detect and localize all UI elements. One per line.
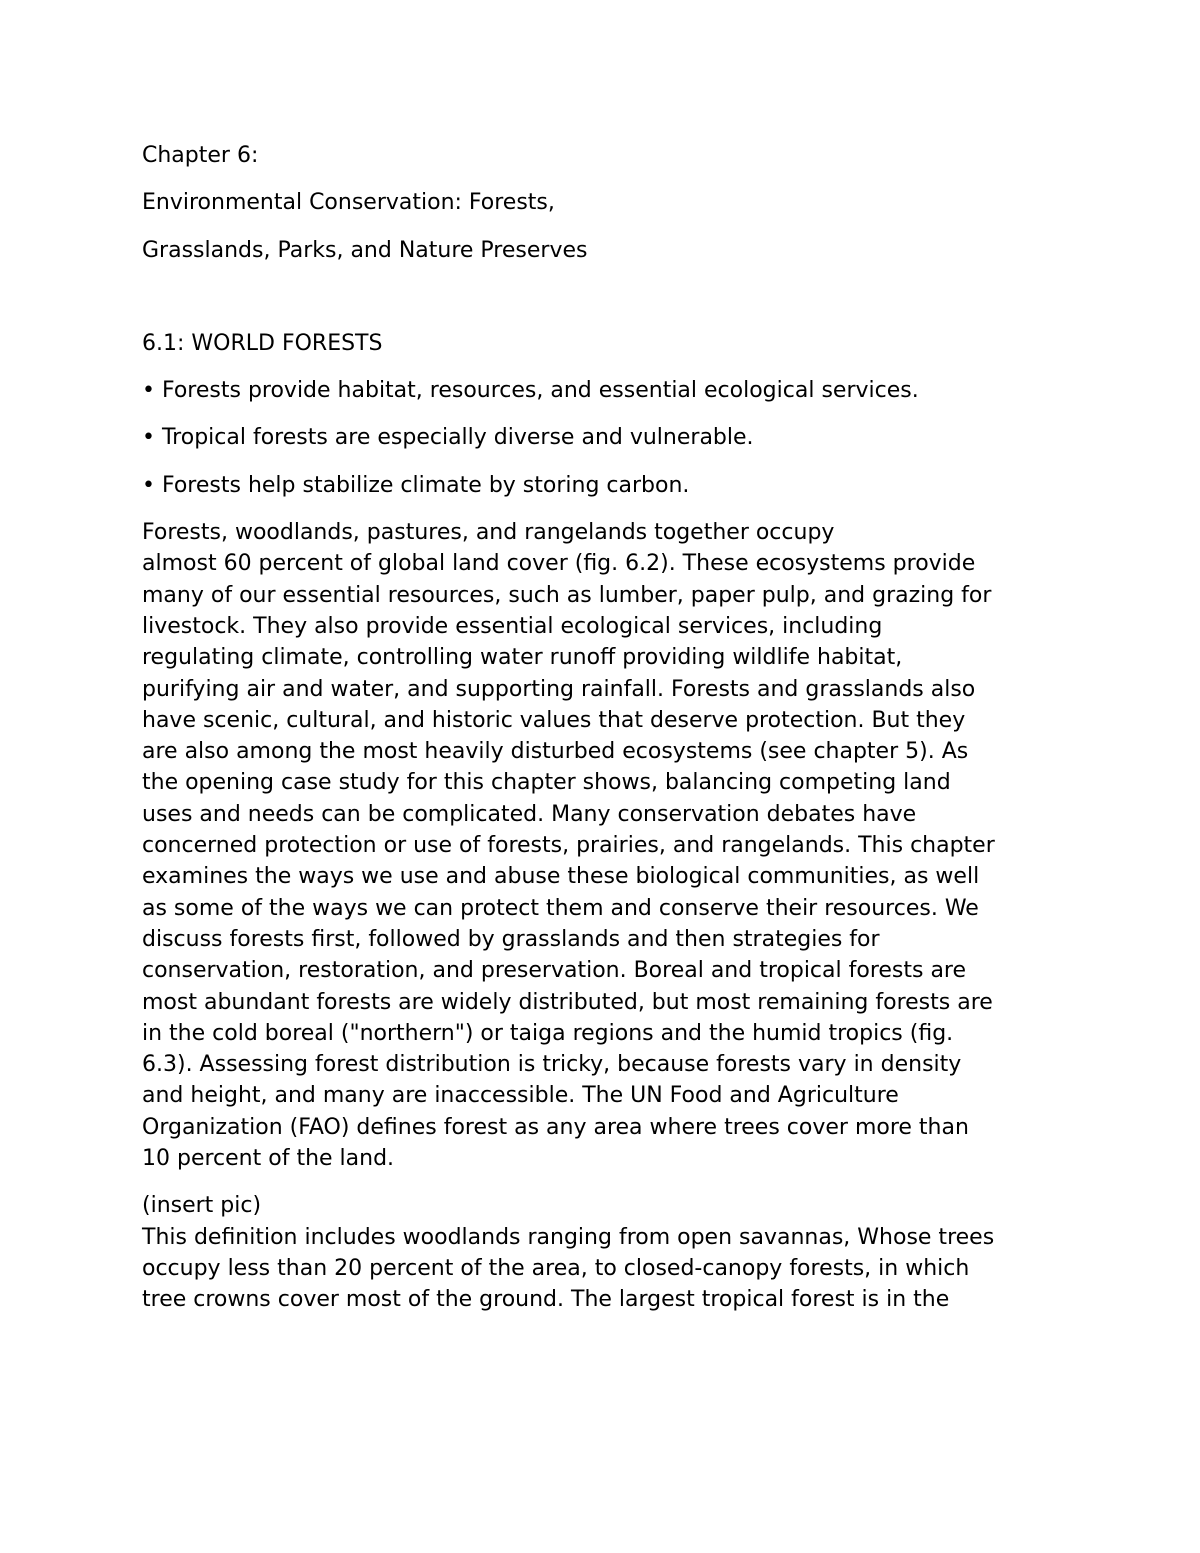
document-page <box>142 140 1062 1316</box>
chapter-title-line-2: Grasslands, Parks, and Nature Preserves <box>142 237 588 263</box>
paragraph-line: Organization (FAO) defines forest as any area where trees cover more than <box>142 1114 969 1140</box>
chapter-label: Chapter 6: <box>142 143 259 168</box>
paragraph-line: are also among the most heavily disturbed ecosystems (see chapter 5). As <box>142 739 969 765</box>
paragraph-line: regulating climate, controlling water runoff providing wildlife habitat, <box>142 645 903 671</box>
paragraph-line: tree crowns cover most of the ground. The largest tropical forest is in the <box>142 1287 950 1313</box>
paragraph-line: 6.3). Assessing forest distribution is tricky, because forests vary in density <box>142 1052 962 1078</box>
image-placeholder: (insert pic) <box>142 1193 262 1219</box>
paragraph-line: as some of the ways we can protect them and conserve their resources. We <box>142 895 979 921</box>
bullet-item: • Forests help stabilize climate by storing carbon. <box>142 472 690 498</box>
paragraph-line: and height, and many are inaccessible. The UN Food and Agriculture <box>142 1083 899 1109</box>
paragraph-line: purifying air and water, and supporting rainfall. Forests and grasslands also <box>142 676 976 702</box>
paragraph-line: conservation, restoration, and preservation. Boreal and tropical forests are <box>142 958 967 984</box>
bullet-item: • Forests provide habitat, resources, and essential ecological services. <box>142 378 919 404</box>
intro-line: Forests, woodlands, pastures, and rangelands together occupy <box>142 520 835 546</box>
paragraph-line: the opening case study for this chapter shows, balancing competing land <box>142 770 951 796</box>
paragraph-line: occupy less than 20 percent of the area, to closed-canopy forests, in which <box>142 1255 970 1281</box>
paragraph-line: in the cold boreal ("northern") or taiga regions and the humid tropics (fig. <box>142 1020 954 1046</box>
bullet-item: • Tropical forests are especially diverse and vulnerable. <box>142 425 754 451</box>
paragraph-line: almost 60 percent of global land cover (fig. 6.2). These ecosystems provide <box>142 551 976 577</box>
paragraph-line: livestock. They also provide essential ecological services, including <box>142 613 883 639</box>
chapter-title-line-1: Environmental Conservation: Forests, <box>142 190 555 216</box>
paragraph-line: This definition includes woodlands ranging from open savannas, Whose trees <box>142 1224 995 1250</box>
paragraph-line: have scenic, cultural, and historic values that deserve protection. But they <box>142 707 966 733</box>
body-paragraph-2 <box>142 1222 1062 1316</box>
paragraph-line: examines the ways we use and abuse these biological communities, as well <box>142 864 980 890</box>
paragraph-line: concerned protection or use of forests, prairies, and rangelands. This chapter <box>142 833 995 859</box>
paragraph-line: discuss forests first, followed by grasslands and then strategies for <box>142 926 880 952</box>
paragraph-line: most abundant forests are widely distributed, but most remaining forests are <box>142 989 993 1015</box>
paragraph-line: many of our essential resources, such as lumber, paper pulp, and grazing for <box>142 582 992 608</box>
paragraph-line: uses and needs can be complicated. Many conservation debates have <box>142 801 917 827</box>
paragraph-line: 10 percent of the land. <box>142 1146 395 1172</box>
section-title: 6.1: WORLD FORESTS <box>142 330 383 356</box>
body-paragraph-1 <box>142 548 1062 1174</box>
